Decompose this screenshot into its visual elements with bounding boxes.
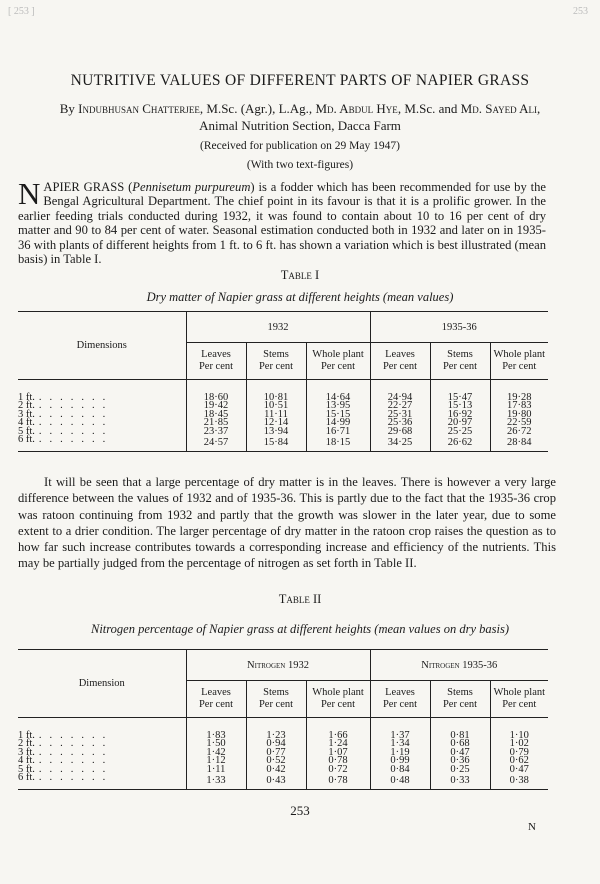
author-block (10, 100, 590, 134)
page-number: 253 (290, 803, 310, 818)
drop-cap: N (18, 176, 41, 211)
table-1-caption: Dry matter of Napier grass at different heights (mean values) (146, 290, 454, 304)
running-head-right: 253 (573, 6, 588, 17)
table-row: 6 ft. ....... 1·33 0·43 0·78 0·48 0·33 0·38 (18, 774, 548, 789)
figures-note: (With two text-figures) (246, 159, 354, 171)
author-3-degrees: , (537, 101, 541, 116)
table-2-subhead: Leaves Per cent (186, 681, 246, 718)
table-2-subhead: Whole plant Per cent (306, 681, 370, 718)
table-2-dim-header: Dimension (18, 650, 186, 718)
table-1-label: Table I (280, 268, 320, 282)
table-1-group-1935-36: 1935-36 (370, 312, 548, 343)
table-row: 6 ft. ....... 24·57 15·84 18·15 34·25 26·62 28·84 (18, 436, 548, 451)
table-row: 5 ft. ....... 1·11 0·42 0·72 0·84 0·25 0·47 (18, 766, 548, 775)
discussion-paragraph: It will be seen that a large percentage of dry matter is in the leaves. There is however a very large difference between the values of 1932 and of 1935-36. This is partly due to the fact that the 1935-36 crop was ratoon continuing from 1932 and partly that the growth was slower in the later year, due to some extent to a drier condition. The larger percentage of dry matter in the ratoon crop raises the question as to how far such increase contributes towards a corresponding increase and efficiency of the nutrients. This may be partially judged from the percentage of nitrogen as set forth in Table II. (18, 475, 556, 571)
table-row: 3 ft. ....... 1·42 0·77 1·07 1·19 0·47 0·79 (18, 749, 548, 758)
authors-prefix: By (59, 101, 79, 116)
table-2-subhead: Leaves Per cent (370, 681, 430, 718)
table-2-subhead: Whole plant Per cent (490, 681, 548, 718)
table-row: 3 ft. ....... 18·45 11·11 15·15 25·31 16·92 19·80 (18, 411, 548, 420)
table-row: 4 ft. ....... 1·12 0·52 0·78 0·99 0·36 0·62 (18, 757, 548, 766)
affiliation: Animal Nutrition Section, Dacca Farm (199, 118, 401, 133)
table-row: 5 ft. ....... 23·37 13·94 16·71 29·68 25·25 26·72 (18, 428, 548, 437)
table-1-subhead: Stems Per cent (246, 343, 306, 380)
table-2-label: Table II (278, 592, 322, 606)
table-1-group-1932: 1932 (186, 312, 370, 343)
running-head-left: [ 253 ] (8, 6, 35, 17)
table-row: 2 ft. ....... 19·42 10·51 13·95 22·27 15·13 17·83 (18, 402, 548, 411)
intro-lead-caps: APIER GRASS (43, 180, 125, 194)
author-2: Md. Abdul Hye (315, 101, 398, 116)
table-1-subhead: Leaves Per cent (370, 343, 430, 380)
table-2-subhead: Stems Per cent (430, 681, 490, 718)
table-1-subhead: Leaves Per cent (186, 343, 246, 380)
table-row: 4 ft. ....... 21·85 12·14 14·99 25·36 20·97 22·59 (18, 419, 548, 428)
table-1-dim-header: Dimensions (18, 312, 186, 380)
table-row: 2 ft. ....... 1·50 0·94 1·24 1·34 0·68 1·02 (18, 740, 548, 749)
intro-text: is a fodder which has been recommended for use by the Bengal Agricultural Department. The chief point in its favour is that it is a prolific grower. In the earlier feeding trials conducted during 1932, it was found to contain about 10 to 16 per cent of dry matter and 90 to 84 per cent of water. Seasonal estimation conducted both in 1932 and later on in 1935-36 with plants of different heights from 1 ft. to 6 ft. has shown a variation which is best illustrated (mean basis) in Table I. (18, 180, 546, 267)
table-2-subhead: Stems Per cent (246, 681, 306, 718)
received-date: (Received for publication on 29 May 1947) (200, 140, 400, 152)
scientific-name: Pennisetum purpureum (132, 180, 251, 194)
author-3: Md. Sayed Ali (460, 101, 538, 116)
signature-mark: N (528, 821, 536, 833)
table-2 (18, 649, 548, 790)
table-row: 1 ft. ....... 18·60 10·81 14·64 24·94 15·47 19·28 (18, 394, 548, 403)
intro-paragraph: NAPIER GRASS (Pennisetum purpureum) is a fodder which has been recommended for use by the Bengal Agricultural Department. The chief point in its favour is that it is a prolific grower. In the earlier feeding trials conducted during 1932, it was found to contain about 10 to 16 per cent of dry matter and 90 to 84 per cent of water. Seasonal estimation conducted both in 1932 and later on in 1935-36 with plants of different heights from 1 ft. to 6 ft. has shown a variation which is best illustrated (mean basis) in Table I. (18, 176, 546, 267)
article-title: NUTRITIVE VALUES OF DIFFERENT PARTS OF NAPIER GRASS (70, 72, 530, 89)
table-1 (18, 311, 548, 452)
table-2-group-1935-36: Nitrogen 1935-36 (370, 650, 548, 681)
table-row: 1 ft. ....... 1·83 1·23 1·66 1·37 0·81 1·10 (18, 732, 548, 741)
table-1-subhead: Stems Per cent (430, 343, 490, 380)
table-1-subhead: Whole plant Per cent (490, 343, 548, 380)
table-2-caption: Nitrogen percentage of Napier grass at different heights (mean values on dry basis) (90, 622, 509, 636)
author-1-degrees: , M.Sc. (Agr.), L.Ag., (199, 101, 316, 116)
author-2-degrees: , M.Sc. and (397, 101, 461, 116)
author-1: Indubhusan Chatterjee (78, 101, 200, 116)
table-2-group-1932: Nitrogen 1932 (186, 650, 370, 681)
table-1-subhead: Whole plant Per cent (306, 343, 370, 380)
